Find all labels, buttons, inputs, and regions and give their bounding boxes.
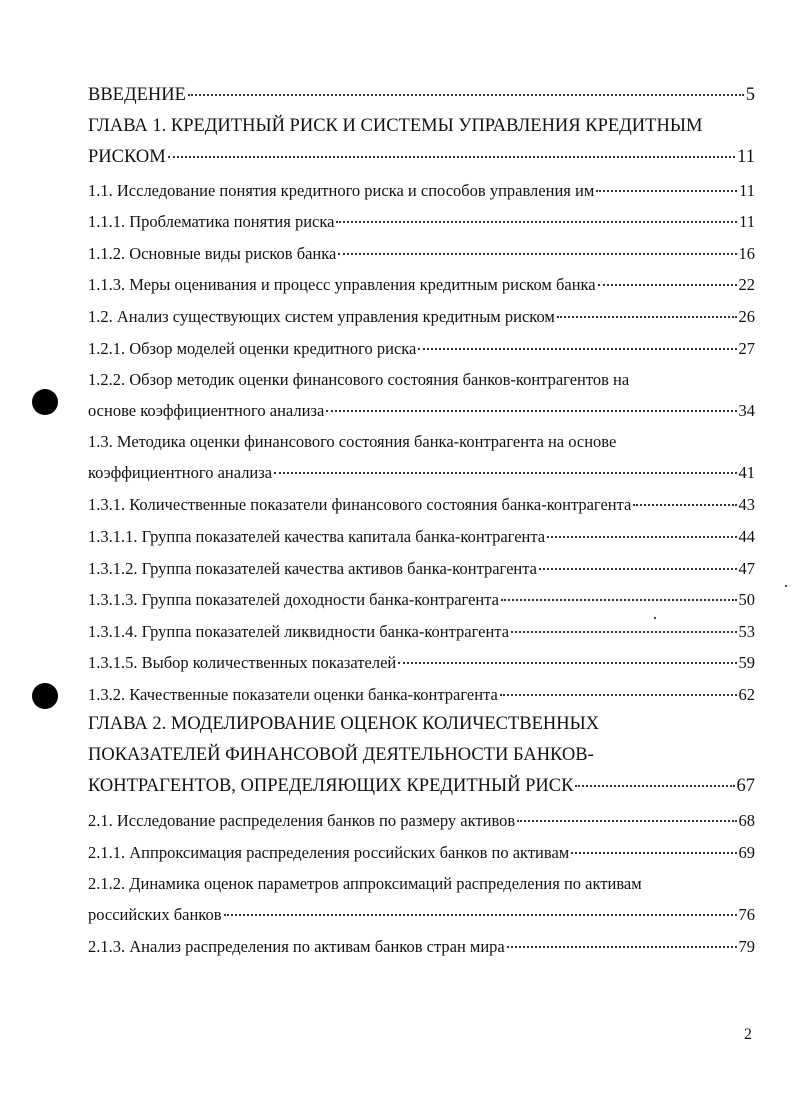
dot-leader <box>338 253 736 255</box>
toc-entry-1-2: 1.2. Анализ существующих систем управления кредитным риском 26 <box>88 307 755 326</box>
toc-entry-1-3-line-1: 1.3. Методика оценки финансового состояния банка-контрагента на основе <box>88 432 617 451</box>
toc-entry-1-2-1: 1.2.1. Обзор моделей оценки кредитного риска 27 <box>88 339 755 358</box>
toc-chapter-2-title-line-1: ГЛАВА 2. МОДЕЛИРОВАНИЕ ОЦЕНОК КОЛИЧЕСТВЕННЫХ <box>88 714 600 734</box>
toc-entry-2-1-2-line-2: российских банков 76 <box>88 905 755 924</box>
scan-speck <box>654 617 656 619</box>
dot-leader <box>336 221 737 223</box>
dot-leader <box>557 316 737 318</box>
dot-leader <box>224 914 737 916</box>
dot-leader <box>596 190 737 192</box>
scan-speck <box>785 585 787 587</box>
dot-leader <box>168 156 735 158</box>
dot-leader <box>274 472 736 474</box>
dot-leader <box>500 694 737 696</box>
toc-entry-1-3-1: 1.3.1. Количественные показатели финансового состояния банка-контрагента 43 <box>88 495 755 514</box>
dot-leader <box>507 946 737 948</box>
toc-chapter-1-title-line-2: РИСКОМ 11 <box>88 147 755 167</box>
dot-leader <box>517 820 736 822</box>
toc-entry-1-3-1-3: 1.3.1.3. Группа показателей доходности банка-контрагента 50 <box>88 590 755 609</box>
dot-leader <box>398 662 736 664</box>
punch-hole-upper <box>32 389 58 415</box>
toc-entry-2-1-2-line-1: 2.1.2. Динамика оценок параметров аппроксимаций распределения по активам <box>88 874 642 893</box>
toc-entry-1-1-2: 1.1.2. Основные виды рисков банка 16 <box>88 244 755 263</box>
toc-chapter-2-title-line-2: ПОКАЗАТЕЛЕЙ ФИНАНСОВОЙ ДЕЯТЕЛЬНОСТИ БАНКОВ- <box>88 745 594 765</box>
toc-entry-introduction: ВВЕДЕНИЕ 5 <box>88 85 755 105</box>
toc-chapter-1-title-line-1: ГЛАВА 1. КРЕДИТНЫЙ РИСК И СИСТЕМЫ УПРАВЛЕНИЯ КРЕДИТНЫМ <box>88 116 703 136</box>
dot-leader <box>511 631 736 633</box>
toc-entry-1-3-1-5: 1.3.1.5. Выбор количественных показателей 59 <box>88 653 755 672</box>
toc-entry-2-1-3: 2.1.3. Анализ распределения по активам банков стран мира 79 <box>88 937 755 956</box>
toc-chapter-2-title-line-3: КОНТРАГЕНТОВ, ОПРЕДЕЛЯЮЩИХ КРЕДИТНЫЙ РИСК 67 <box>88 776 755 796</box>
dot-leader <box>539 568 737 570</box>
toc-entry-1-1-1: 1.1.1. Проблематика понятия риска 11 <box>88 212 755 231</box>
toc-entry-1-3-1-4: 1.3.1.4. Группа показателей ликвидности банка-контрагента 53 <box>88 622 755 641</box>
dot-leader <box>575 785 734 787</box>
toc-entry-1-3-line-2: коэффициентного анализа 41 <box>88 463 755 482</box>
toc-entry-1-3-1-2: 1.3.1.2. Группа показателей качества активов банка-контрагента 47 <box>88 559 755 578</box>
toc-entry-1-2-2-line-1: 1.2.2. Обзор методик оценки финансового состояния банков-контрагентов на <box>88 370 630 389</box>
toc-entry-2-1-1: 2.1.1. Аппроксимация распределения российских банков по активам 69 <box>88 843 755 862</box>
dot-leader <box>598 284 737 286</box>
dot-leader <box>501 599 737 601</box>
page-number: 2 <box>744 1026 752 1043</box>
dot-leader <box>547 536 736 538</box>
dot-leader <box>571 852 736 854</box>
toc-entry-1-1-3: 1.1.3. Меры оценивания и процесс управления кредитным риском банка 22 <box>88 275 755 294</box>
punch-hole-lower <box>32 683 58 709</box>
dot-leader <box>633 504 736 506</box>
toc-entry-1-2-2-line-2: основе коэффициентного анализа 34 <box>88 401 755 420</box>
dot-leader <box>326 410 736 412</box>
toc-entry-2-1: 2.1. Исследование распределения банков по размеру активов 68 <box>88 811 755 830</box>
dot-leader <box>418 348 736 350</box>
dot-leader <box>188 94 744 96</box>
toc-entry-1-1: 1.1. Исследование понятия кредитного риска и способов управления им 11 <box>88 181 755 200</box>
toc-entry-1-3-2: 1.3.2. Качественные показатели оценки банка-контрагента 62 <box>88 685 755 704</box>
toc-entry-1-3-1-1: 1.3.1.1. Группа показателей качества капитала банка-контрагента 44 <box>88 527 755 546</box>
